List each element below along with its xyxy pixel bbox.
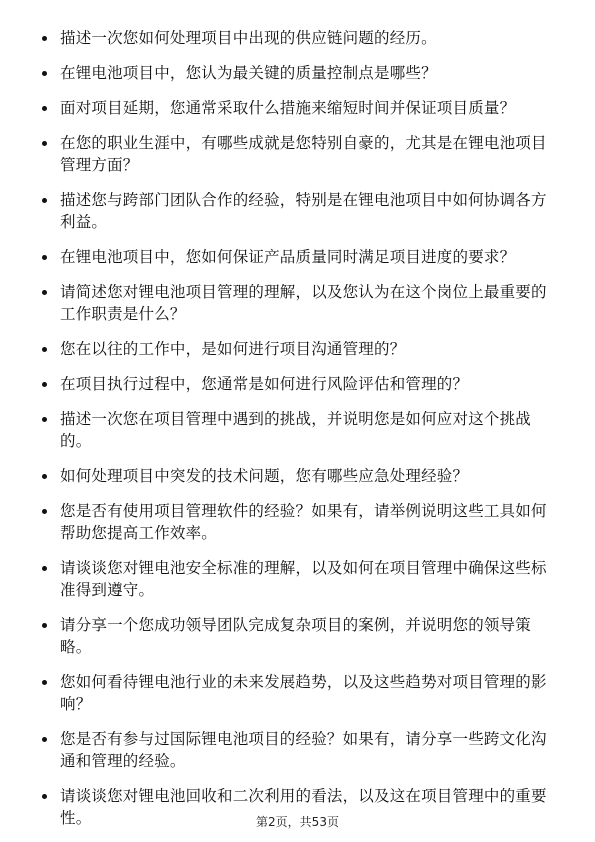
question-text: 在锂电池项目中，您认为最关键的质量控制点是哪些？ [60,64,437,82]
question-text: 描述您与跨部门团队合作的经验，特别是在锂电池项目中如何协调各方利益。 [60,191,547,231]
page-number: 第2页，共53页 [256,815,339,829]
list-item [40,557,555,601]
question-text: 您是否有参与过国际锂电池项目的经验？如果有，请分享一些跨文化沟通和管理的经验。 [60,730,547,770]
bullet-icon [42,106,47,111]
bullet-icon [42,474,47,479]
list-item [40,500,555,544]
question-list [40,27,555,842]
list-item [40,465,555,487]
list-item [40,62,555,84]
bullet-icon [42,566,47,571]
list-item [40,671,555,715]
list-item [40,132,555,176]
question-text: 面对项目延期，您通常采取什么措施来缩短时间并保证项目质量？ [60,99,516,117]
question-text: 在项目执行过程中，您通常是如何进行风险评估和管理的？ [60,375,469,393]
bullet-icon [42,347,47,352]
bullet-icon [42,198,47,203]
bullet-icon [42,680,47,685]
question-text: 请谈谈您对锂电池安全标准的理解，以及如何在项目管理中确保这些标准得到遵守。 [60,559,547,599]
list-item [40,408,555,452]
bullet-icon [42,71,47,76]
question-text: 请谈谈您对锂电池回收和二次利用的看法，以及这在项目管理中的重要性。 [60,787,547,827]
list-item [40,728,555,772]
list-item [40,189,555,233]
bullet-icon [42,290,47,295]
list-item [40,281,555,325]
bullet-icon [42,255,47,260]
question-text: 请分享一个您成功领导团队完成复杂项目的案例，并说明您的领导策略。 [60,616,532,656]
list-item [40,246,555,268]
question-text: 如何处理项目中突发的技术问题，您有哪些应急处理经验？ [60,467,469,485]
question-text: 您如何看待锂电池行业的未来发展趋势，以及这些趋势对项目管理的影响？ [60,673,547,713]
bullet-icon [42,737,47,742]
bullet-icon [42,417,47,422]
question-text: 您在以往的工作中，是如何进行项目沟通管理的？ [60,340,406,358]
bullet-icon [42,382,47,387]
bullet-icon [42,141,47,146]
question-text: 您是否有使用项目管理软件的经验？如果有，请举例说明这些工具如何帮助您提高工作效率。 [60,502,547,542]
question-text: 请简述您对锂电池项目管理的理解，以及您认为在这个岗位上最重要的工作职责是什么？ [60,283,547,323]
bullet-icon [42,623,47,628]
list-item [40,97,555,119]
bullet-icon [42,36,47,41]
list-item [40,614,555,658]
bullet-icon [42,509,47,514]
question-text: 在您的职业生涯中，有哪些成就是您特别自豪的，尤其是在锂电池项目管理方面？ [60,134,547,174]
list-item [40,27,555,49]
question-text: 描述一次您如何处理项目中出现的供应链问题的经历。 [60,29,437,47]
bullet-icon [42,794,47,799]
question-text: 在锂电池项目中，您如何保证产品质量同时满足项目进度的要求？ [60,248,516,266]
list-item [40,338,555,360]
list-item [40,373,555,395]
question-text: 描述一次您在项目管理中遇到的挑战，并说明您是如何应对这个挑战的。 [60,410,532,450]
